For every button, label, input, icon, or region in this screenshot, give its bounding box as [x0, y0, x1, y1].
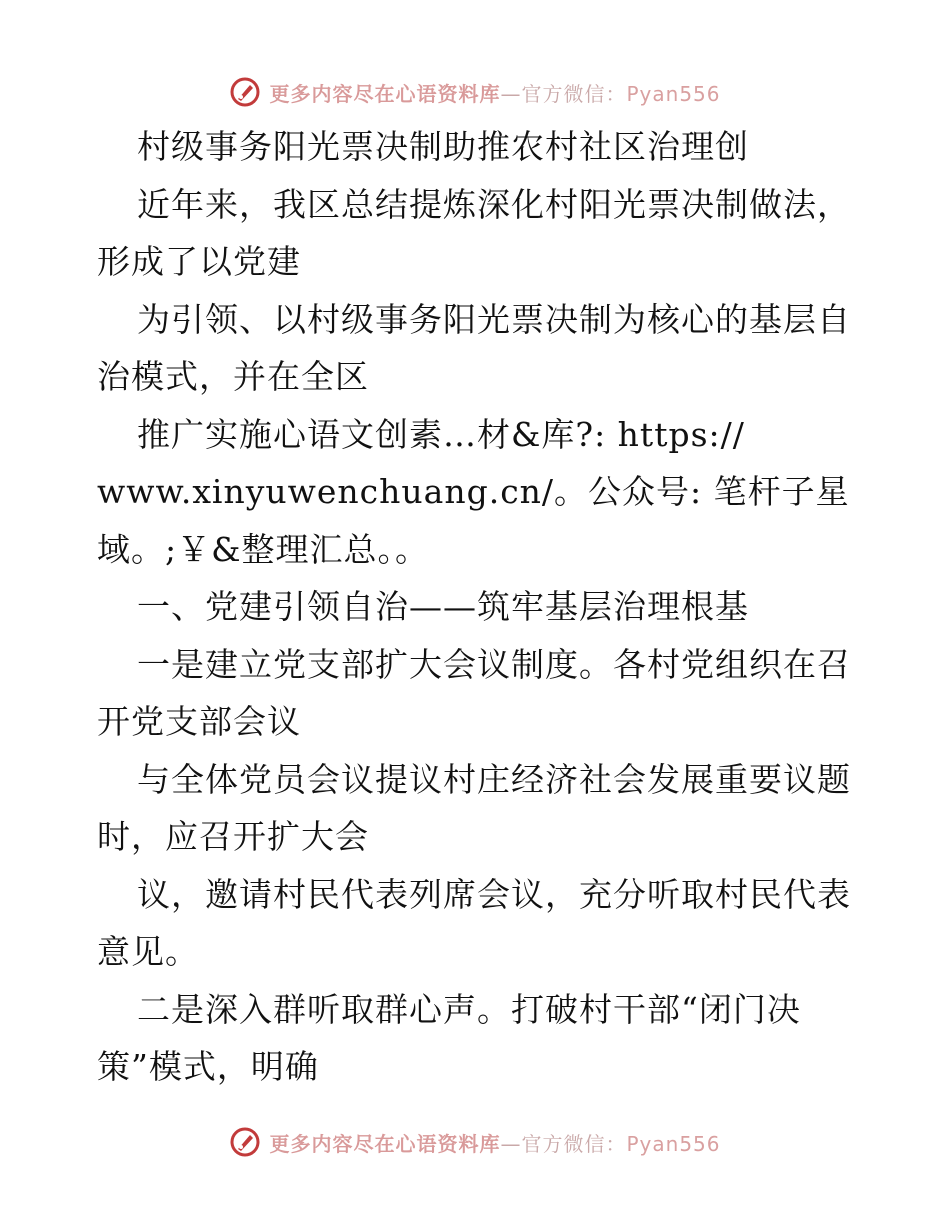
- section-heading: 一、党建引领自治——筑牢基层治理根基: [137, 587, 749, 626]
- watermark-main-text: 更多内容尽在心语资料库: [269, 81, 501, 106]
- document-body: [97, 118, 857, 1096]
- footer-watermark: [0, 1122, 950, 1162]
- paragraph-line: 域。;￥&整理汇总。。: [97, 529, 429, 569]
- watermark-wechat-id: Pyan556: [626, 81, 721, 106]
- watermark-dash: —: [500, 81, 522, 106]
- paragraph-line: 近年来，我区总结提炼深化村阳光票决制做法，: [137, 184, 851, 224]
- watermark-wechat-label: 官方微信：: [521, 1131, 627, 1156]
- header-watermark: [0, 72, 950, 112]
- paragraph-line: 形成了以党建: [97, 242, 301, 281]
- watermark-dash: —: [500, 1131, 522, 1156]
- paragraph-line: 议，邀请村民代表列席会议，充分听取村民代表: [137, 874, 851, 914]
- paragraph-line: www.xinyuwenchuang.cn/。公众号: 笔杆子星: [97, 472, 850, 511]
- paragraph-line: 开党支部会议: [97, 702, 301, 741]
- paragraph-line: 治模式，并在全区: [97, 357, 369, 396]
- watermark-main-text: 更多内容尽在心语资料库: [269, 1131, 501, 1156]
- paragraph-line: 为引领、以村级事务阳光票决制为核心的基层自: [137, 299, 851, 339]
- pen-circle-logo-icon: [229, 1126, 261, 1158]
- paragraph-line: 意见。: [97, 932, 199, 971]
- paragraph-line: 推广实施心语文创素…材&库?: https://: [137, 414, 745, 454]
- pen-circle-logo-icon: [229, 76, 261, 108]
- watermark-wechat-label: 官方微信：: [521, 81, 627, 106]
- paragraph-line: 二是深入群听取群心声。打破村干部“闭门决: [137, 989, 801, 1029]
- paragraph-line: 一是建立党支部扩大会议制度。各村党组织在召: [137, 644, 851, 684]
- paragraph-line: 策”模式，明确: [97, 1047, 319, 1086]
- paragraph-line: 与全体党员会议提议村庄经济社会发展重要议题: [137, 759, 851, 799]
- paragraph-line: 时，应召开扩大会: [97, 817, 369, 856]
- document-title: 村级事务阳光票决制助推农村社区治理创: [137, 127, 749, 166]
- watermark-wechat-id: Pyan556: [626, 1131, 721, 1156]
